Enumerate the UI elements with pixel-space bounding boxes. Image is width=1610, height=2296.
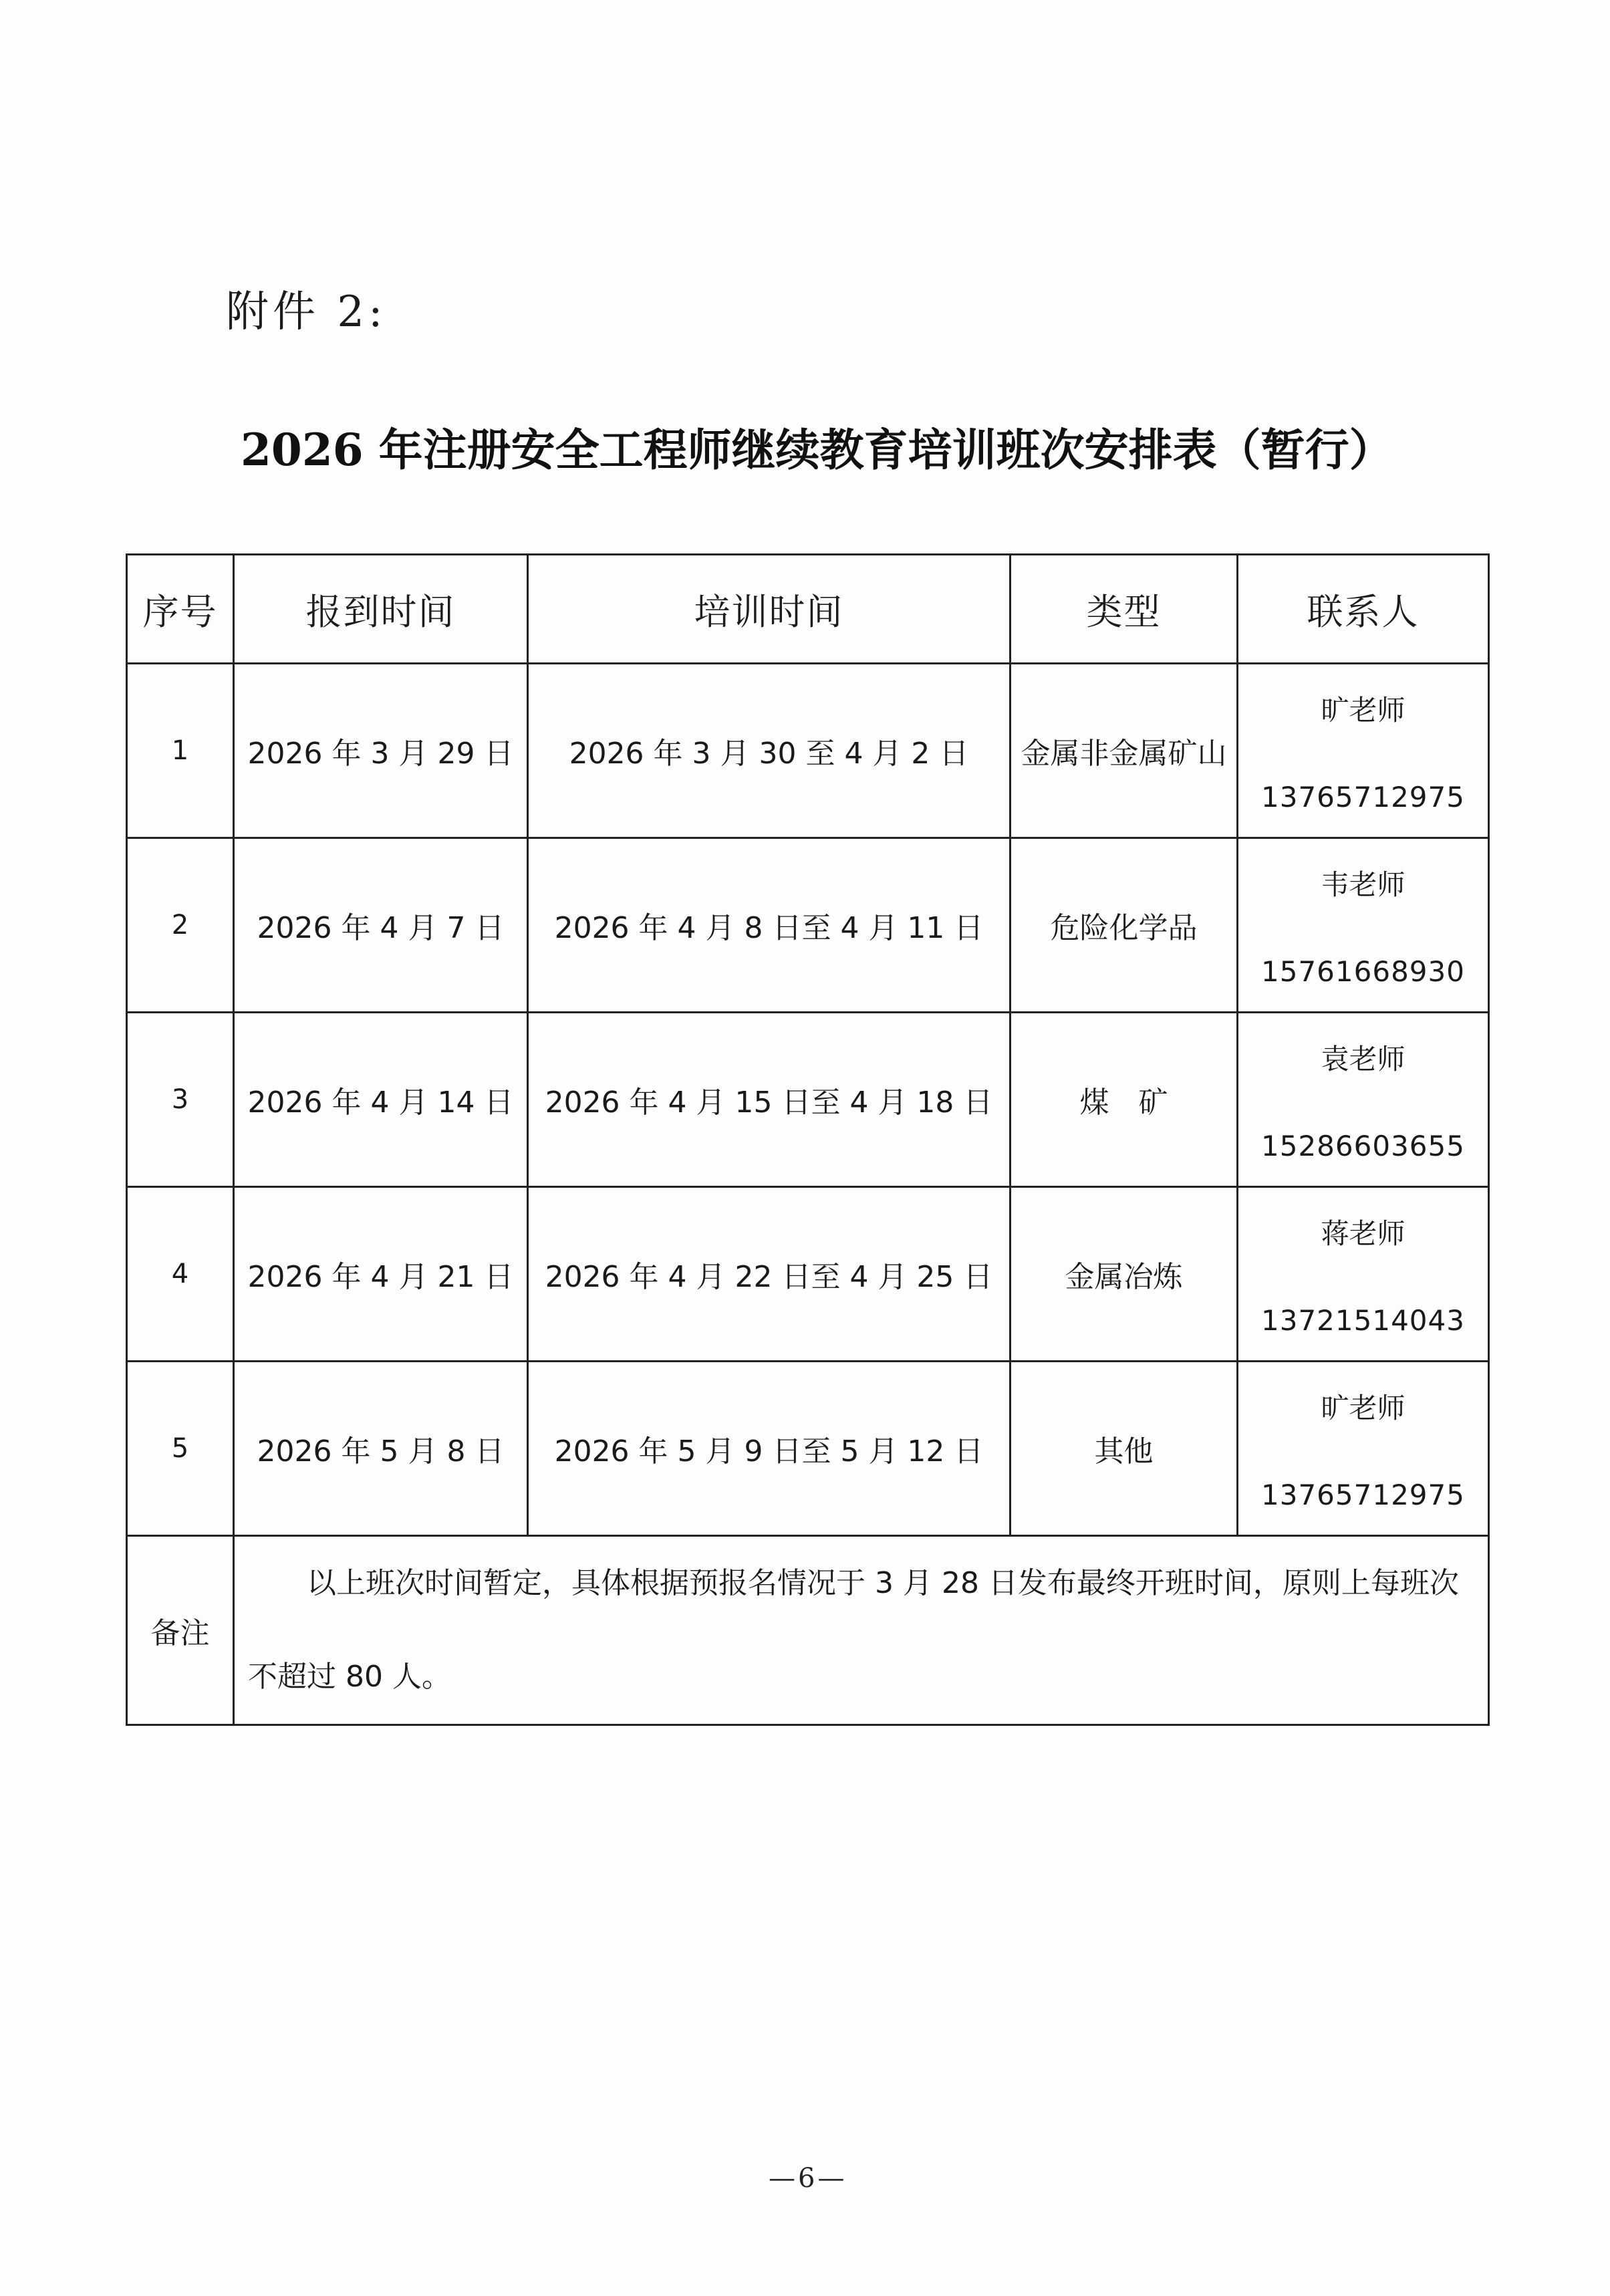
contact-phone: 13765712975 — [1261, 780, 1465, 813]
row-type: 煤 矿 — [1011, 1013, 1238, 1187]
contact-phone: 13765712975 — [1261, 1478, 1465, 1511]
table-header-row — [127, 555, 1489, 664]
note-text: 以上班次时间暂定，具体根据预报名情况于 3 月 28 日发布最终开班时间，原则上每班次不超过 80 人。 — [248, 1566, 1459, 1694]
row-seq: 4 — [127, 1187, 234, 1362]
attachment-label: 附件 2: — [226, 287, 387, 337]
row-contact — [1238, 1187, 1489, 1362]
row-training-date: 2026 年 4 月 22 日至 4 月 25 日 — [528, 1187, 1011, 1362]
table-row — [127, 838, 1489, 1013]
table-row — [127, 1013, 1489, 1187]
contact-phone: 15286603655 — [1261, 1129, 1465, 1162]
row-training-date: 2026 年 5 月 9 日至 5 月 12 日 — [528, 1362, 1011, 1536]
row-register-date: 2026 年 5 月 8 日 — [234, 1362, 528, 1536]
training-schedule-table — [126, 553, 1490, 1726]
row-type: 危险化学品 — [1011, 838, 1238, 1013]
note-row — [127, 1536, 1489, 1725]
row-register-date: 2026 年 4 月 21 日 — [234, 1187, 528, 1362]
note-label: 备注 — [127, 1536, 234, 1725]
document-title: 2026 年注册安全工程师继续教育培训班次安排表（暂行） — [241, 424, 1393, 476]
row-contact — [1238, 838, 1489, 1013]
table-row — [127, 1187, 1489, 1362]
row-type: 其他 — [1011, 1362, 1238, 1536]
row-register-date: 2026 年 4 月 14 日 — [234, 1013, 528, 1187]
contact-phone: 13721514043 — [1261, 1303, 1465, 1337]
row-contact — [1238, 1013, 1489, 1187]
row-training-date: 2026 年 3 月 30 至 4 月 2 日 — [528, 664, 1011, 838]
header-contact: 联系人 — [1238, 555, 1489, 664]
row-seq: 2 — [127, 838, 234, 1013]
contact-name: 韦老师 — [1321, 868, 1405, 901]
row-seq: 5 — [127, 1362, 234, 1536]
header-seq: 序号 — [127, 555, 234, 664]
contact-phone: 15761668930 — [1261, 954, 1465, 988]
row-type: 金属非金属矿山 — [1011, 664, 1238, 838]
row-contact — [1238, 1362, 1489, 1536]
table-row — [127, 1362, 1489, 1536]
row-register-date: 2026 年 4 月 7 日 — [234, 838, 528, 1013]
contact-name: 旷老师 — [1321, 1391, 1405, 1424]
contact-name: 蒋老师 — [1321, 1217, 1405, 1250]
row-training-date: 2026 年 4 月 15 日至 4 月 18 日 — [528, 1013, 1011, 1187]
note-cell — [234, 1536, 1489, 1725]
table-row — [127, 664, 1489, 838]
row-training-date: 2026 年 4 月 8 日至 4 月 11 日 — [528, 838, 1011, 1013]
header-training-date: 培训时间 — [528, 555, 1011, 664]
row-seq: 3 — [127, 1013, 234, 1187]
row-register-date: 2026 年 3 月 29 日 — [234, 664, 528, 838]
contact-name: 旷老师 — [1321, 693, 1405, 727]
page-number: —6— — [769, 2163, 847, 2194]
row-seq: 1 — [127, 664, 234, 838]
row-type: 金属冶炼 — [1011, 1187, 1238, 1362]
contact-name: 袁老师 — [1321, 1042, 1405, 1075]
header-register-date: 报到时间 — [234, 555, 528, 664]
row-contact — [1238, 664, 1489, 838]
header-type: 类型 — [1011, 555, 1238, 664]
